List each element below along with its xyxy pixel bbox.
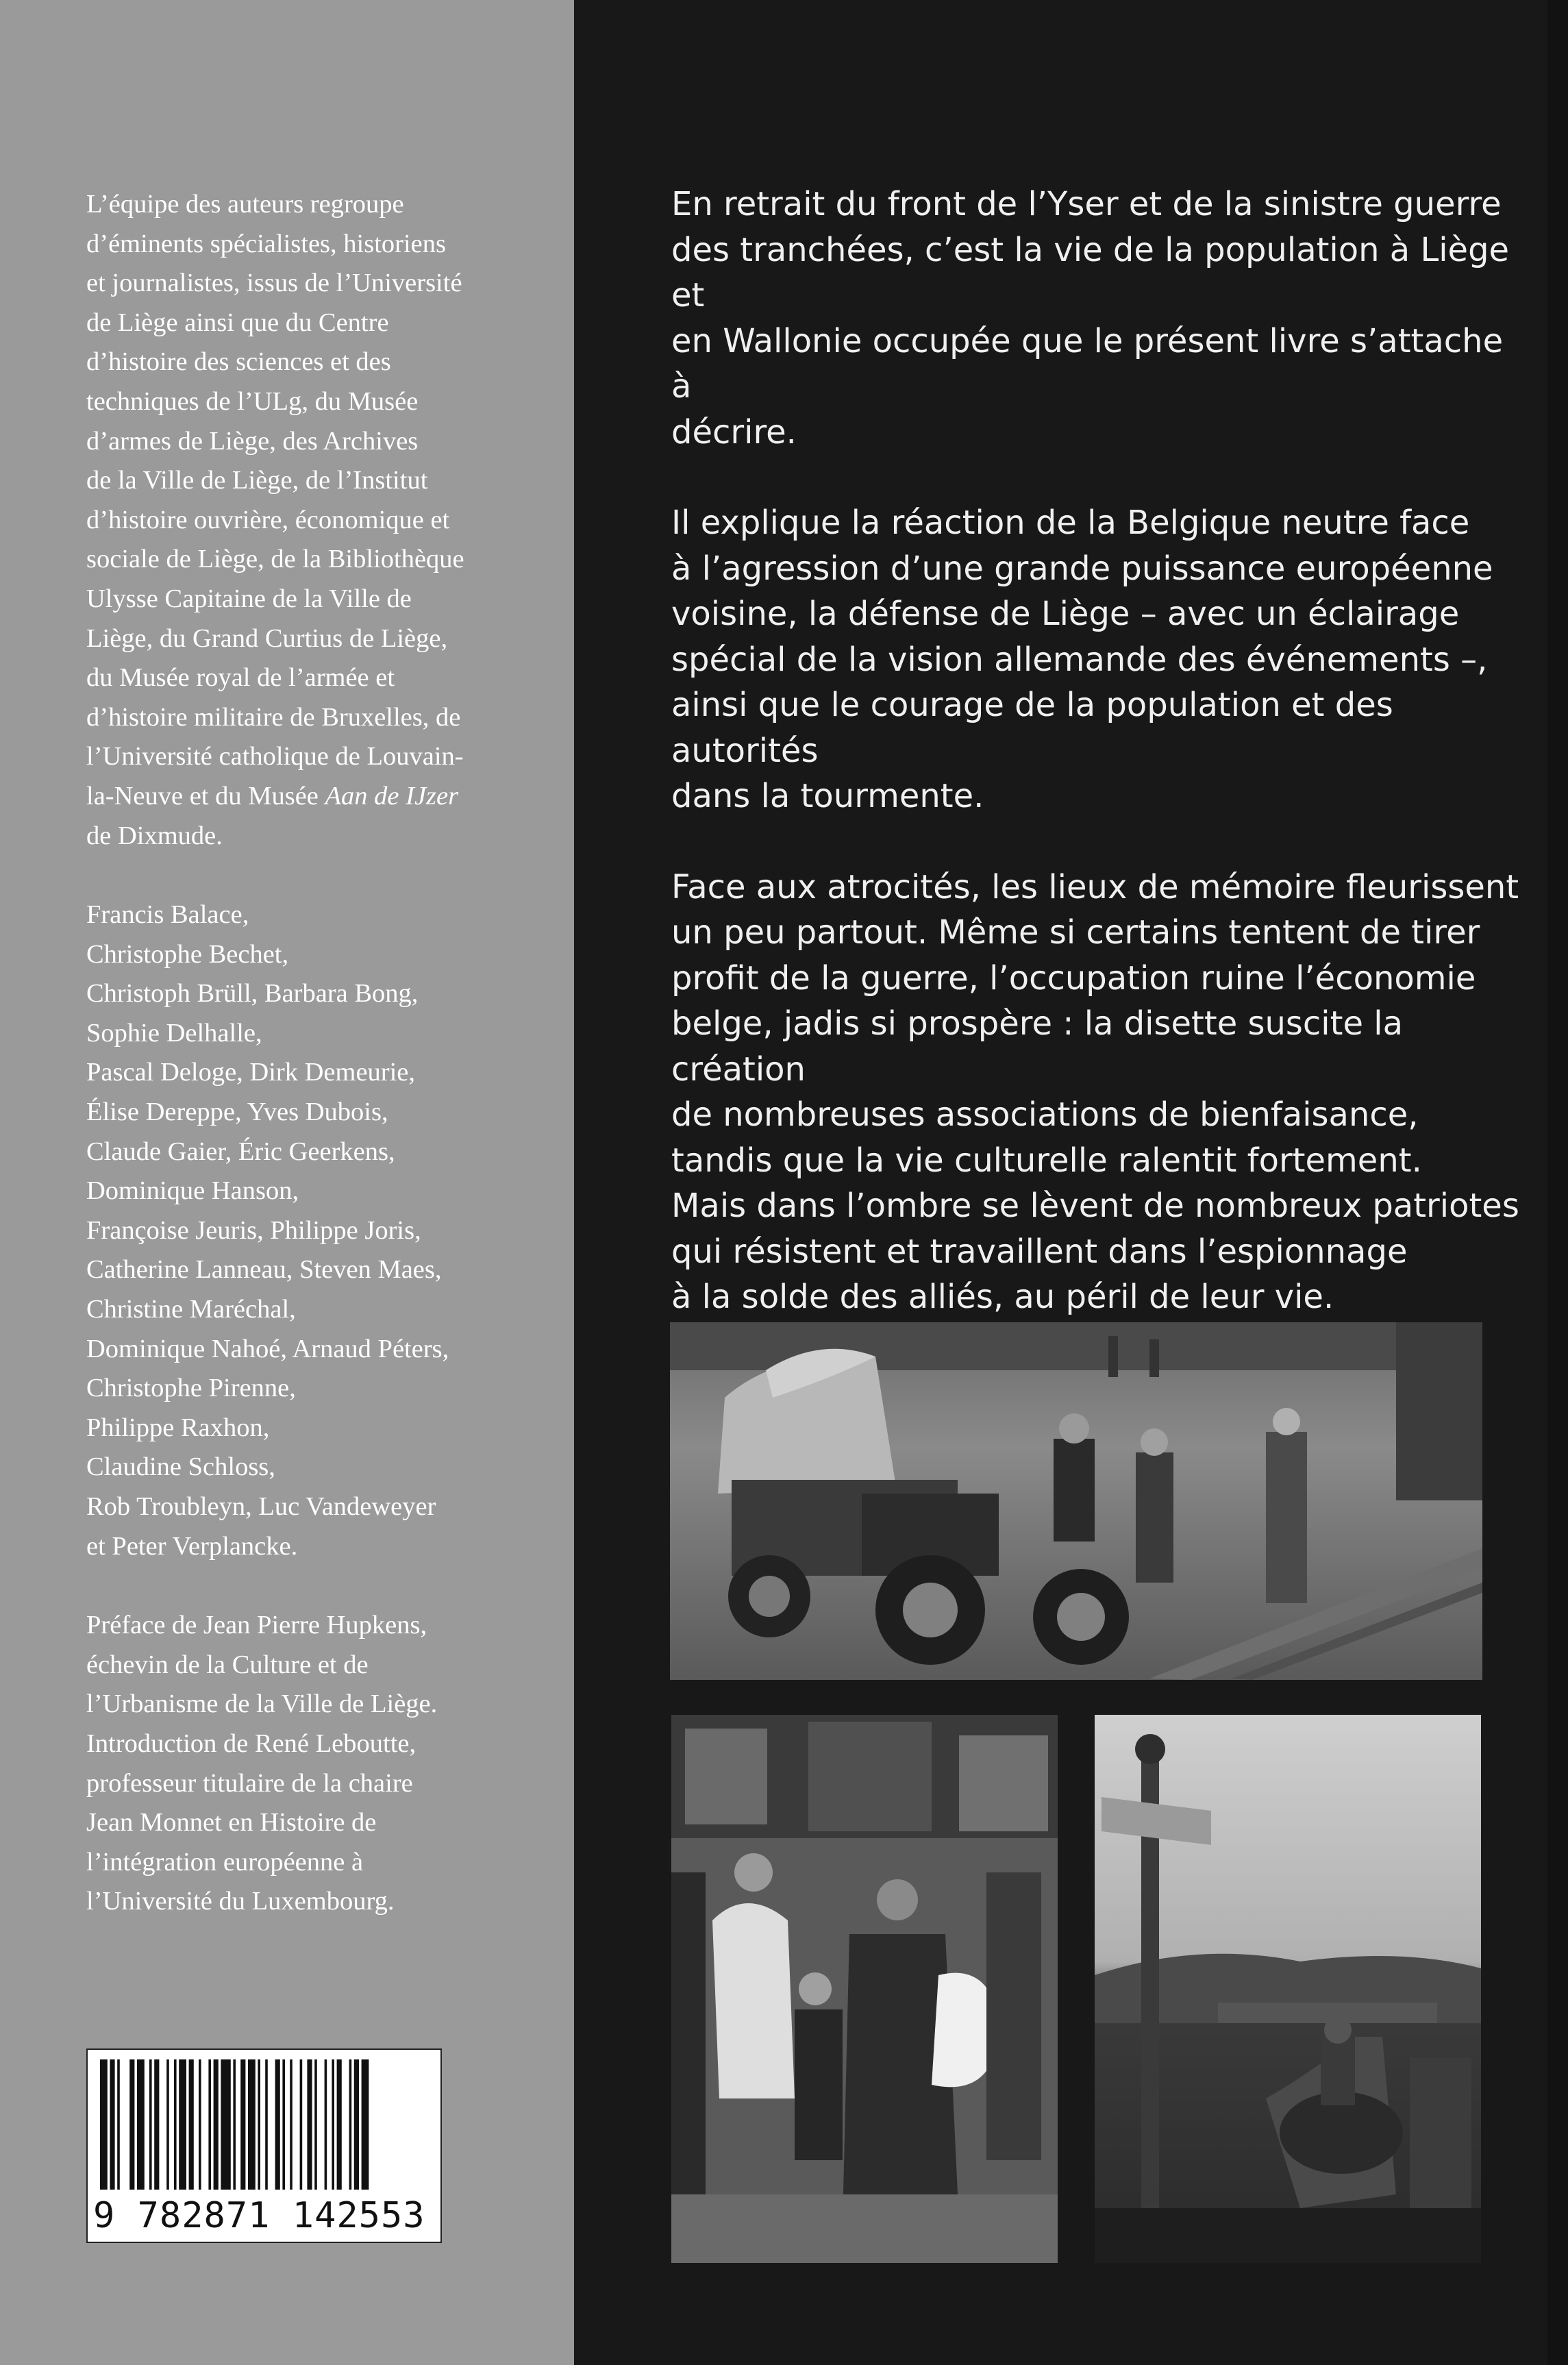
summary-paragraph-1 [671,182,1521,455]
photo-signpost-cavalry [1095,1715,1481,2263]
author-name-line: Élise Dereppe, Yves Dubois, [86,1098,388,1127]
summary-line: En retrait du front de l’Yser et de la sinistre guerre [671,185,1502,223]
book-summary [671,182,1521,1456]
authors-intro-line: de Liège ainsi que du Centre [86,308,389,337]
authors-intro-end: la-Neuve et du Musée [86,781,325,810]
barcode-bar [221,2059,230,2190]
summary-line: dans la tourmente. [671,777,984,815]
summary-line: en Wallonie occupée que le présent livre s’attache à [671,321,1504,406]
authors-intro-line: l’Université catholique de Louvain- [86,742,464,771]
barcode-bar [110,2059,114,2190]
barcode-bar [214,2059,219,2190]
museum-name: Aan de IJzer [325,781,459,810]
barcode-bar [282,2059,285,2190]
preface-line: échevin de la Culture et de [86,1650,369,1679]
barcode-bar [349,2059,352,2190]
summary-line: ainsi que le courage de la population et des autorités [671,686,1393,770]
preface-credits [86,1606,525,1922]
preface-line: Préface de Jean Pierre Hupkens, [86,1611,427,1640]
barcode-bar [307,2059,312,2190]
barcode-bar [314,2059,317,2190]
authors-intro-line: de Dixmude. [86,821,223,850]
barcode-bar [199,2059,201,2190]
summary-line: voisine, la défense de Liège – avec un éclairage [671,595,1460,633]
isbn-barcode [86,2048,442,2243]
author-name-line: Christophe Bechet, [86,939,289,969]
authors-intro-line: d’éminents spécialistes, historiens [86,229,446,258]
author-name-line: Dominique Nahoé, Arnaud Péters, [86,1334,449,1363]
summary-line: belge, jadis si prospère : la disette suscite la création [671,1004,1403,1089]
preface-line: Jean Monnet en Histoire de [86,1808,377,1837]
summary-line: spécial de la vision allemande des événements –, [671,640,1488,679]
authors-description [86,185,525,1922]
barcode-bar [117,2059,120,2190]
summary-line: Face aux atrocités, les lieux de mémoire fleurissent [671,867,1519,906]
barcode-bar [265,2059,268,2190]
authors-intro-line: d’histoire des sciences et des [86,347,391,377]
authors-intro-line: d’histoire ouvrière, économique et [86,505,450,534]
preface-line: l’intégration européenne à [86,1847,364,1877]
author-name-line: Christoph Brüll, Barbara Bong, [86,979,419,1008]
author-name-line: Claude Gaier, Éric Geerkens, [86,1137,395,1166]
author-name-line: Sophie Delhalle, [86,1018,262,1048]
authors-intro-line [86,777,525,817]
barcode-bar [174,2059,177,2190]
authors-intro-line: techniques de l’ULg, du Musée [86,386,419,416]
barcode-bar [137,2059,145,2190]
author-name-line: Philippe Raxhon, [86,1413,270,1442]
summary-line: Il explique la réaction de la Belgique neutre face [671,504,1470,542]
author-name-line: Christine Maréchal, [86,1295,296,1324]
barcode-bar [258,2059,260,2190]
authors-intro-line: de la Ville de Liège, de l’Institut [86,466,428,495]
summary-line: tandis que la vie culturelle ralentit fortement. [671,1141,1422,1180]
barcode-bar [129,2059,134,2190]
summary-line: de nombreuses associations de bienfaisance, [671,1095,1419,1134]
authors-intro-line: Liège, du Grand Curtius de Liège, [86,623,448,653]
left-panel [0,0,574,2365]
author-name-line: Dominique Hanson, [86,1176,299,1206]
author-name-line: Françoise Jeuris, Philippe Joris, [86,1215,421,1245]
spine-edge [1547,0,1568,2365]
summary-line: des tranchées, c’est la vie de la population à Liège et [671,230,1510,314]
barcode-bar [100,2059,108,2190]
barcode-bar [189,2059,194,2190]
barcode-bar [179,2059,186,2190]
barcode-bar [290,2059,293,2190]
barcode-bar [248,2059,256,2190]
barcode-bar [233,2059,236,2190]
summary-paragraph-3 [671,865,1521,1320]
barcode-bar [300,2059,303,2190]
author-name-line: Pascal Deloge, Dirk Demeurie, [86,1058,416,1087]
summary-line: profit de la guerre, l’occupation ruine l’économie [671,958,1476,998]
summary-line: qui résistent et travaillent dans l’espionnage [671,1232,1408,1271]
barcode-bar [275,2059,280,2190]
summary-paragraph-2 [671,500,1521,819]
author-name-line: et Peter Verplancke. [86,1531,298,1561]
authors-intro-line: et journalistes, issus de l’Université [86,269,462,298]
author-name-line: Christophe Pirenne, [86,1374,296,1403]
summary-line: un peu partout. Même si certains tentent de tirer [671,913,1480,952]
photo-truck-soldiers [670,1322,1482,1680]
isbn-digits: 9 782871 142553 [93,2195,425,2236]
barcode-bar [354,2059,359,2190]
preface-line: professeur titulaire de la chaire [86,1768,413,1798]
barcode-bar [332,2059,334,2190]
barcode-bar [337,2059,342,2190]
authors-intro-line: sociale de Liège, de la Bibliothèque [86,545,464,574]
preface-line: Introduction de René Leboutte, [86,1729,416,1758]
author-name-line: Rob Troubleyn, Luc Vandeweyer [86,1492,436,1521]
authors-intro-line: Ulysse Capitaine de la Ville de [86,584,412,613]
barcode-bar [208,2059,211,2190]
barcode-bar [325,2059,327,2190]
author-name-line: Claudine Schloss, [86,1452,275,1482]
authors-intro-line: du Musée royal de l’armée et [86,663,395,693]
summary-line: à l’agression d’une grande puissance européenne [671,549,1493,588]
author-name-line: Catherine Lanneau, Steven Maes, [86,1255,442,1285]
barcode-bar [362,2059,369,2190]
summary-line: décrire. [671,412,797,451]
barcode-bar [166,2059,169,2190]
author-list [86,895,525,1566]
barcode-bar [154,2059,159,2190]
author-name-line: Francis Balace, [86,900,249,930]
photo-refugees [671,1715,1058,2263]
barcode-bar [240,2059,245,2190]
authors-intro-line: L’équipe des auteurs regroupe [86,190,404,219]
preface-line: l’Urbanisme de la Ville de Liège. [86,1689,438,1719]
summary-line: Mais dans l’ombre se lèvent de nombreux patriotes [671,1187,1519,1225]
preface-line: l’Université du Luxembourg. [86,1887,395,1916]
authors-intro-line: d’armes de Liège, des Archives [86,426,419,456]
summary-line: à la solde des alliés, au péril de leur vie. [671,1278,1334,1316]
barcode-bar [149,2059,152,2190]
authors-intro-line: d’histoire militaire de Bruxelles, de [86,702,461,732]
